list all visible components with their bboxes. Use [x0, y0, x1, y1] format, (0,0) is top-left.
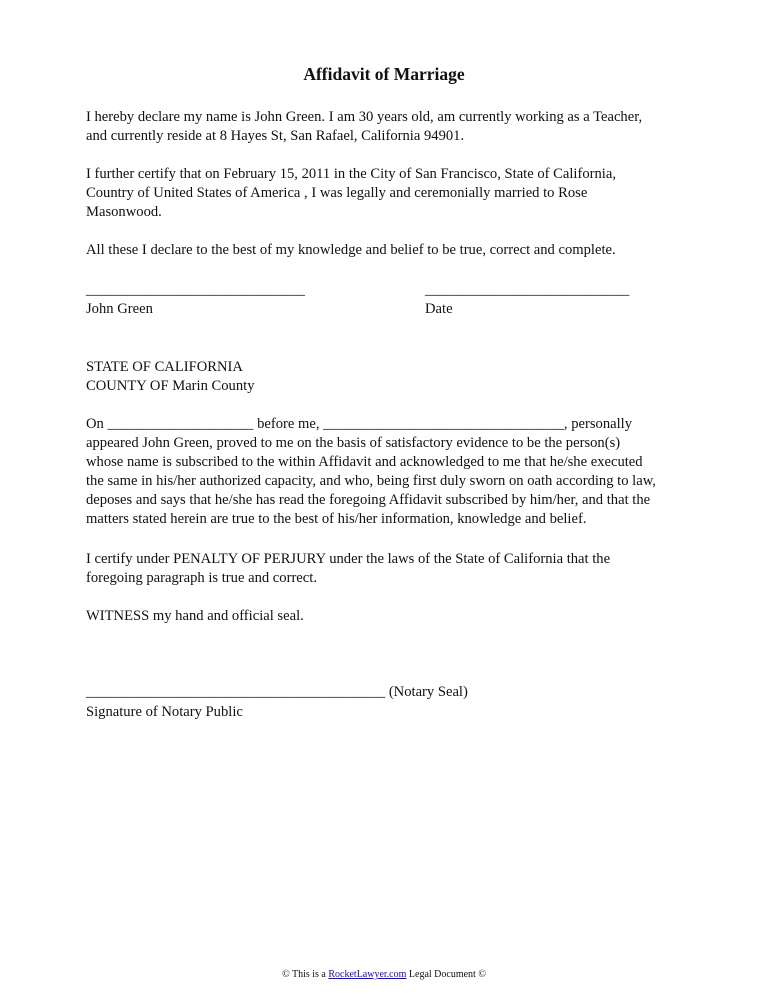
date-label: Date	[425, 301, 453, 317]
notary-line-4: the same in his/her authorized capacity, and who, being first duly sworn on oath according to law,	[86, 473, 656, 489]
witness-line: WITNESS my hand and official seal.	[86, 608, 304, 624]
notary-line-6: matters stated herein are true to the best of his/her information, knowledge and belief.	[86, 511, 587, 527]
declaration-line-2: and currently reside at 8 Hayes St, San Rafael, California 94901.	[86, 128, 465, 144]
signer-name: John Green	[86, 301, 153, 317]
document-title: Affidavit of Marriage	[303, 64, 465, 84]
declaration-line-1: I hereby declare my name is John Green. I am 30 years old, am currently working as a Teacher,	[86, 109, 643, 125]
certification-line-2: Country of United States of America , I was legally and ceremonially married to Rose	[86, 185, 588, 201]
notary-line-1: On ____________________ before me, _________________________________, personally	[86, 416, 632, 432]
notary-line-2: appeared John Green, proved to me on the basis of satisfactory evidence to be the person(s)	[86, 435, 621, 451]
state-line: STATE OF CALIFORNIA	[86, 359, 243, 375]
notary-signature-line: _________________________________________ (Notary Seal)	[86, 684, 468, 700]
footer-prefix: © This is a	[282, 969, 329, 980]
certification-line-1: I further certify that on February 15, 2011 in the City of San Francisco, State of California,	[86, 166, 616, 182]
county-line: COUNTY OF Marin County	[86, 378, 255, 394]
truth-declaration: All these I declare to the best of my knowledge and belief to be true, correct and complete.	[86, 242, 616, 258]
rocketlawyer-link[interactable]: RocketLawyer.com	[328, 969, 407, 980]
footer	[0, 968, 768, 981]
perjury-line-1: I certify under PENALTY OF PERJURY under the laws of the State of California that the	[86, 551, 611, 567]
notary-line-3: whose name is subscribed to the within Affidavit and acknowledged to me that he/she executed	[86, 454, 643, 470]
perjury-line-2: foregoing paragraph is true and correct.	[86, 570, 317, 586]
signature-line: ______________________________	[86, 282, 305, 298]
certification-line-3: Masonwood.	[86, 204, 162, 220]
date-line: ____________________________	[425, 282, 630, 298]
notary-line-5: deposes and says that he/she has read the foregoing Affidavit subscribed by him/her, and that the	[86, 492, 651, 508]
footer-suffix: Legal Document ©	[406, 969, 486, 980]
notary-signature-label: Signature of Notary Public	[86, 704, 243, 720]
